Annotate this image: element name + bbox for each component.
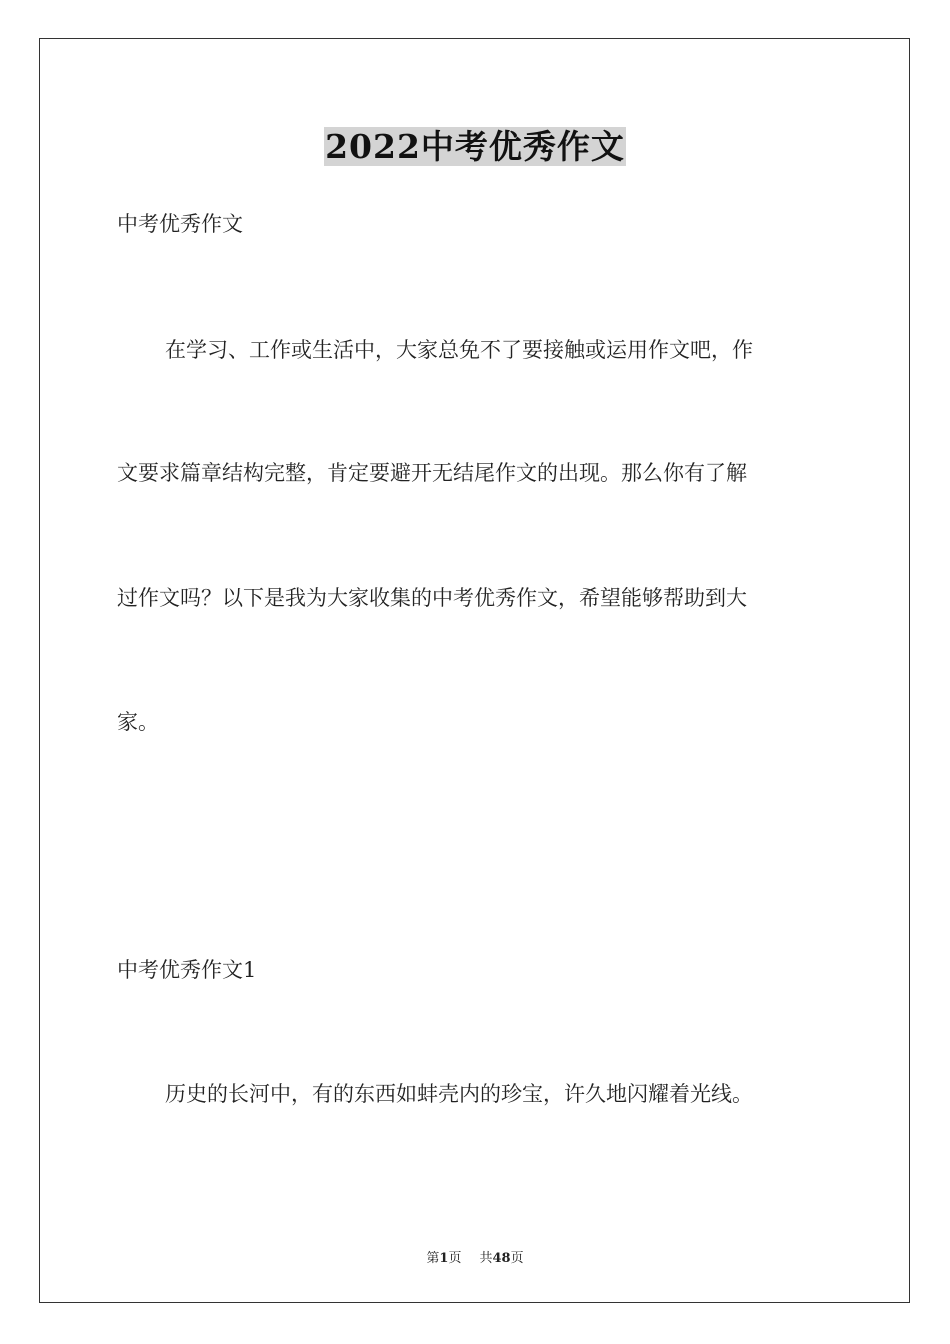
document-subtitle: 中考优秀作文 — [117, 212, 243, 236]
section-paragraph-line: 历史的长河中，有的东西如蚌壳内的珍宝，许久地闪耀着光线。 — [165, 1082, 753, 1106]
intro-line-3: 过作文吗？以下是我为大家收集的中考优秀作文，希望能够帮助到大 — [117, 586, 747, 610]
footer-total-pages: 48 — [492, 1251, 511, 1266]
section-heading: 中考优秀作文1 — [117, 958, 257, 982]
intro-line-2: 文要求篇章结构完整，肯定要避开无结尾作文的出现。那么你有了解 — [117, 461, 747, 485]
document-title-text: 2022中考优秀作文 — [325, 127, 625, 166]
intro-line-1: 在学习、工作或生活中，大家总免不了要接触或运用作文吧，作 — [165, 338, 753, 362]
footer-total-suffix: 页 — [510, 1251, 524, 1266]
document-title — [0, 125, 950, 169]
footer-total-prefix: 共 — [479, 1251, 493, 1266]
page-footer — [0, 1247, 950, 1266]
footer-page-prefix: 第 — [426, 1251, 440, 1266]
footer-page-number: 1 — [439, 1251, 449, 1266]
intro-line-4: 家。 — [117, 710, 159, 734]
footer-page-suffix: 页 — [448, 1251, 462, 1266]
